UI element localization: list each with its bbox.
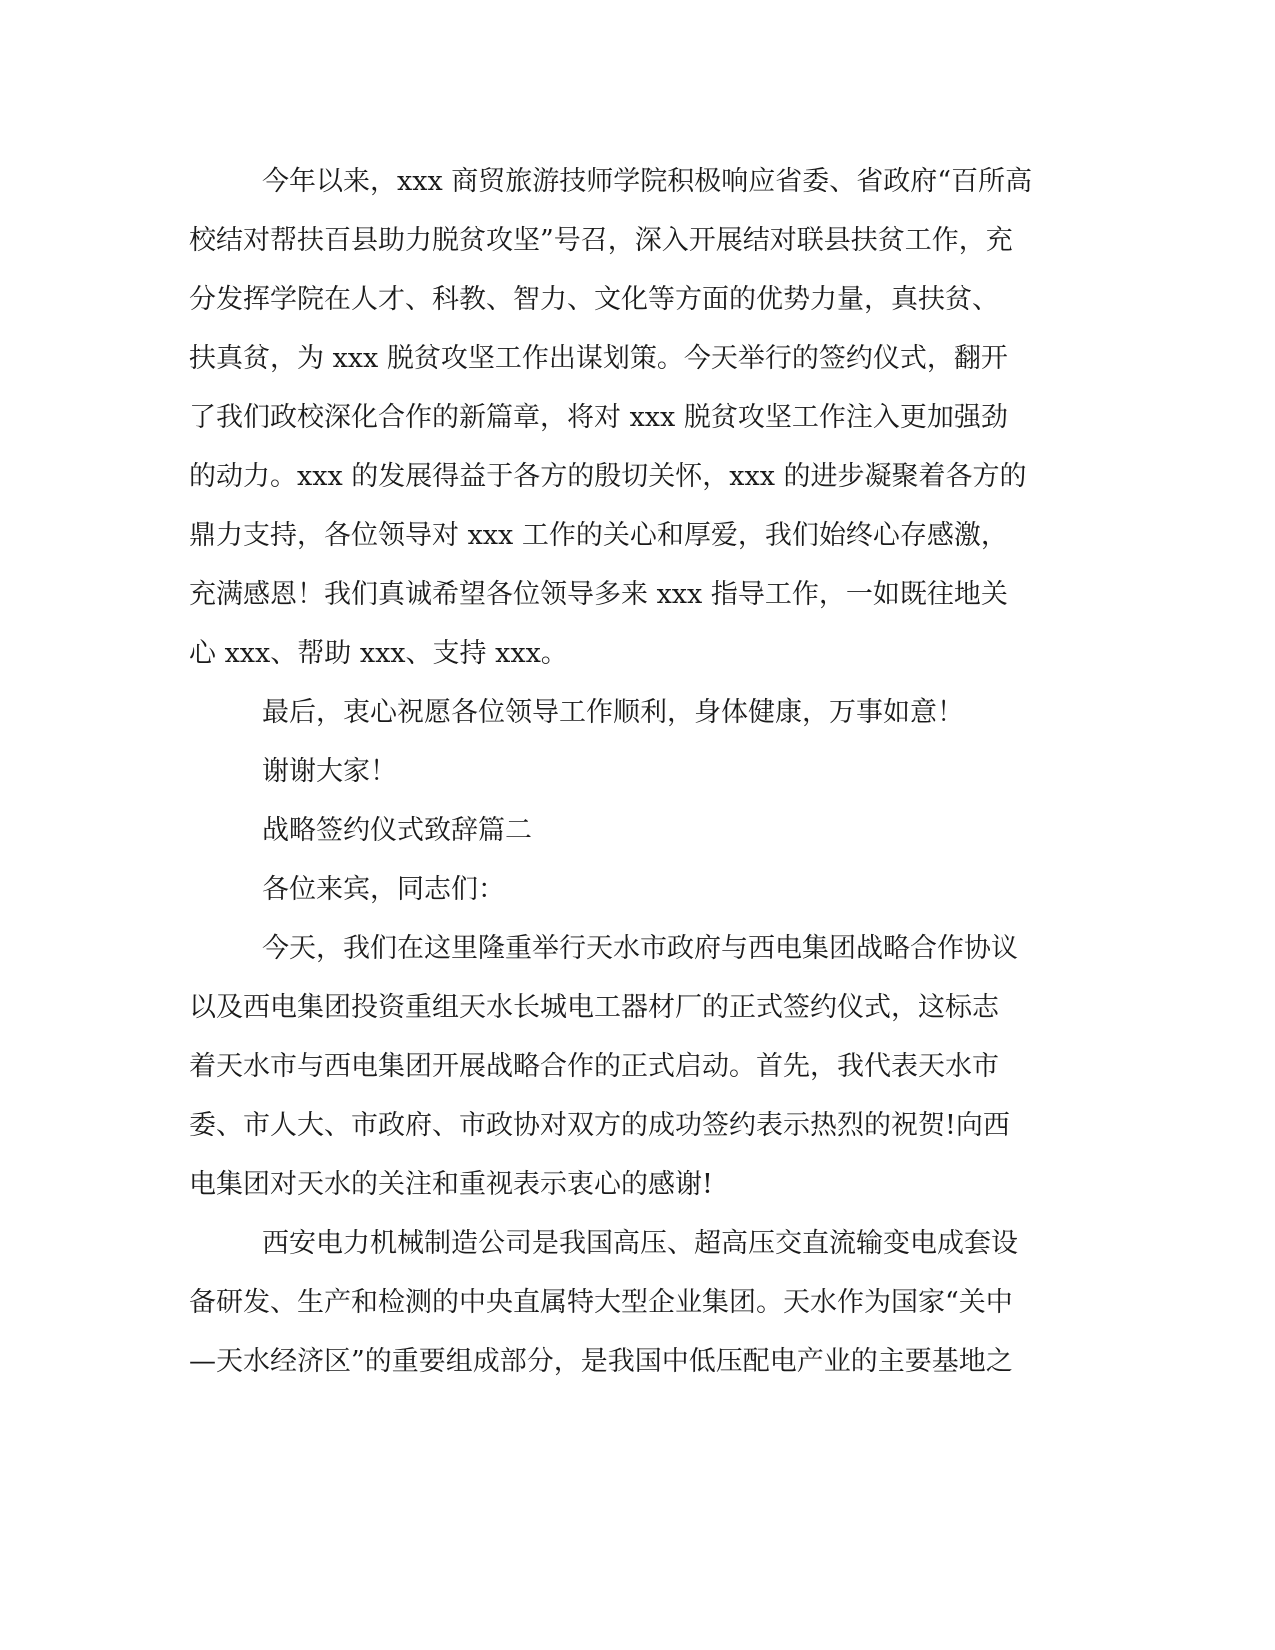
paragraph-line: 鼎力支持，各位领导对 xxx 工作的关心和厚爱，我们始终心存感激， — [189, 520, 1008, 551]
paragraph-line: —天水经济区”的重要组成部分，是我国中低压配电产业的主要基地之 — [189, 1346, 1013, 1377]
paragraph-line: 扶真贫，为 xxx 脱贫攻坚工作出谋划策。今天举行的签约仪式，翻开 — [189, 343, 1008, 374]
paragraph-line: 备研发、生产和检测的中央直属特大型企业集团。天水作为国家“关中 — [189, 1287, 1013, 1318]
section-heading: 战略签约仪式致辞篇二 — [262, 815, 532, 846]
paragraph-line: 西安电力机械制造公司是我国高压、超高压交直流输变电成套设 — [262, 1228, 1018, 1259]
paragraph-line: 电集团对天水的关注和重视表示衷心的感谢! — [189, 1169, 713, 1200]
paragraph-line: 校结对帮扶百县助力脱贫攻坚”号召，深入开展结对联县扶贫工作，充 — [189, 225, 1013, 256]
paragraph-line: 着天水市与西电集团开展战略合作的正式启动。首先，我代表天水市 — [189, 1051, 999, 1082]
paragraph-line: 分发挥学院在人才、科教、智力、文化等方面的优势力量，真扶贫、 — [189, 284, 999, 315]
salutation: 各位来宾，同志们： — [262, 874, 505, 905]
paragraph-line: 以及西电集团投资重组天水长城电工器材厂的正式签约仪式，这标志 — [189, 992, 999, 1023]
paragraph-line: 委、市人大、市政府、市政协对双方的成功签约表示热烈的祝贺!向西 — [189, 1110, 1010, 1141]
thanks-line: 谢谢大家！ — [262, 756, 397, 787]
paragraph-line: 充满感恩！我们真诚希望各位领导多来 xxx 指导工作，一如既往地关 — [189, 579, 1008, 610]
paragraph-line: 的动力。xxx 的发展得益于各方的殷切关怀，xxx 的进步凝聚着各方的 — [189, 461, 1027, 492]
paragraph-line: 今年以来，xxx 商贸旅游技师学院积极响应省委、省政府“百所高 — [262, 166, 1033, 197]
paragraph-line: 心 xxx、帮助 xxx、支持 xxx。 — [189, 638, 568, 669]
paragraph-line: 今天，我们在这里隆重举行天水市政府与西电集团战略合作协议 — [262, 933, 1018, 964]
paragraph-line: 了我们政校深化合作的新篇章，将对 xxx 脱贫攻坚工作注入更加强劲 — [189, 402, 1008, 433]
closing-wishes: 最后，衷心祝愿各位领导工作顺利，身体健康，万事如意！ — [262, 697, 964, 728]
